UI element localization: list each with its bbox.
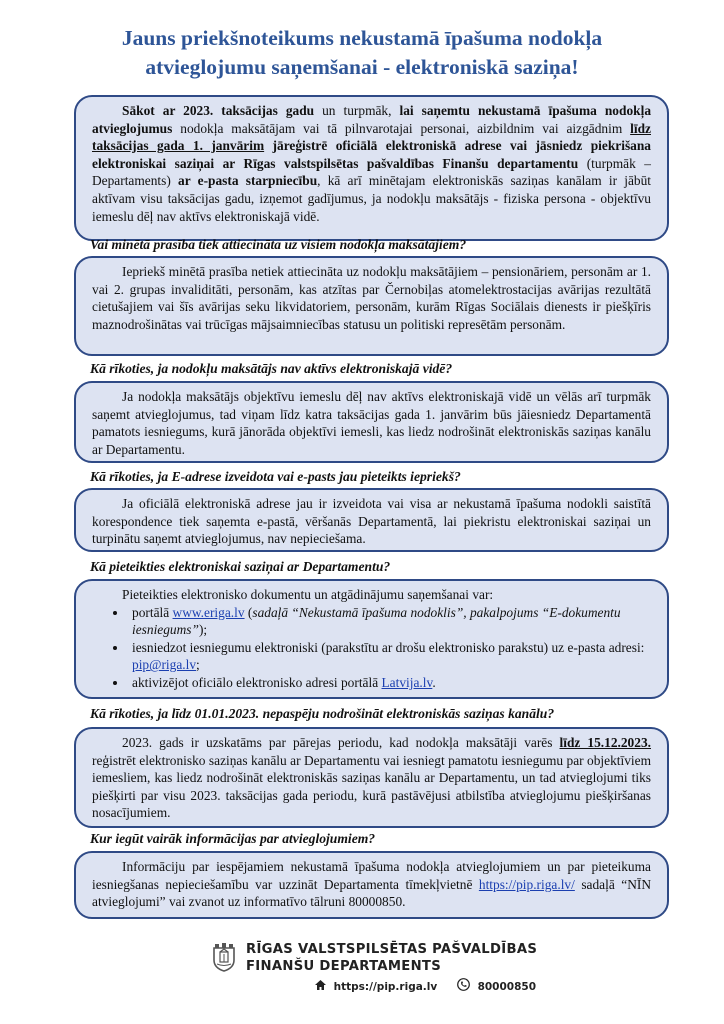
- phone-icon: [457, 978, 470, 995]
- question-5: Kā rīkoties, ja līdz 01.01.2023. nepaspēju nodrošināt elektroniskās saziņas kanālu?: [90, 706, 555, 721]
- more-info-box: [74, 851, 669, 919]
- transition-box: [74, 727, 669, 828]
- intro-paragraph: [92, 102, 651, 225]
- existing-address-box: [74, 488, 669, 552]
- transition-paragraph: 2023. gads ir uzskatāms par pārejas periodu, kad nodokļa maksātāji varēs līdz 15.12.2023. reģistrēt elektronisko saziņas kanālu ar Departamentu vai iesniegt pamatotu iesniegumu par objektīviem iemesliem, kas liedz nodrošināt elektroniskās saziņas kanālu ar Departamentu, un tad atvieglojumi tiks piešķirti par visu 2023. taksācijas gada periodu, kurā pastāvējusi atbilstība atvieglojumu piešķiršanas nosacījumiem.: [92, 735, 651, 821]
- more-info-paragraph: Informāciju par iespējamiem nekustamā īpašuma nodokļa atvieglojumiem un par pieteikuma iesniegšanas nepieciešamību var uzzināt Departamenta tīmekļvietnē https://pip.riga.lv/ sadaļā “NĪN atvieglojumi” vai zvanot uz informatīvo tālruni 80000850.: [92, 859, 651, 910]
- intro-text-10: , kā arī minētajam elektroniskās saziņas kanālam ir jābūt aktīvam visu taksācijas gadu, izņemot gadījumus, ja nodokļu maksātājs - fiziska persona - objektīvu iemeslu dēļ nav aktīvs elektroniskajā vidē.: [92, 173, 652, 224]
- latvija-link[interactable]: Latvija.lv: [381, 674, 433, 690]
- intro-text-2: un turpmāk,: [314, 103, 400, 118]
- pip-website-link[interactable]: https://pip.riga.lv/: [478, 876, 575, 892]
- existing-address-paragraph: Ja oficiālā elektroniskā adrese jau ir izveidota vai visa ar nekustamā īpašuma nodokli saistītā korespondence tiek saņemta e-pastā, vēršanās Departamentā, lai piekristu elektroniskai saziņai un turpinātu saņemt atvieglojumus, nav nepieciešama.: [92, 496, 651, 547]
- page-title: [30, 24, 694, 82]
- how-to-apply-intro: Pieteikties elektronisko dokumentu un atgādinājumu saņemšanai var:: [122, 587, 494, 602]
- intro-bold-9: ar e-pasta starpniecību: [178, 173, 318, 189]
- intro-bold-3: lai saņemtu nekustamā īpašuma nodokļa atvieglojumus: [92, 103, 652, 136]
- intro-text-8: (turpmāk – Departaments): [92, 155, 651, 189]
- list-item: • iesniedzot iesniegumu elektroniski (parakstītu ar drošu elektronisko parakstu) uz e-pasta adresi: pip@riga.lv;: [128, 639, 651, 674]
- intro-bold-1: Sākot ar 2023. taksācijas gadu: [122, 103, 315, 118]
- department-line-2: FINANŠU DEPARTAMENTS: [246, 959, 442, 974]
- question-2: Kā rīkoties, ja nodokļu maksātājs nav aktīvs elektroniskajā vidē?: [90, 361, 453, 376]
- department-line-1: RĪGAS VALSTSPILSĒTAS PAŠVALDĪBAS: [246, 942, 538, 957]
- intro-bold-7: jāreģistrē oficiālā elektroniskā adrese vai jāsniedz piekrišana elektroniskai saziņai ar Rīgas valstspilsētas pašvaldības Finanšu departamentu: [92, 138, 651, 171]
- intro-deadline: līdz taksācijas gada 1. janvārim: [92, 120, 651, 154]
- intro-text-4: nodokļa maksātājam vai tā pilnvarotajai personai, aizbildnim vai aizgādnim: [172, 120, 631, 136]
- question-6: Kur iegūt vairāk informācijas par atvieglojumiem?: [90, 831, 376, 846]
- list-item: • aktivizējot oficiālo elektronisko adresi portālā Latvija.lv.: [128, 674, 651, 692]
- question-3: Kā rīkoties, ja E-adrese izveidota vai e-pasts jau pieteikts iepriekš?: [90, 469, 461, 484]
- apply-options-list: [92, 604, 651, 692]
- title-line-2: atvieglojumu saņemšanai - elektroniskā saziņa!: [145, 55, 579, 79]
- list-item: • portālā www.eriga.lv (sadaļā “Nekustamā īpašuma nodoklis”, pakalpojums “E-dokumentu iesniegums”);: [128, 604, 651, 639]
- intro-box: [74, 95, 669, 241]
- home-icon: [314, 979, 327, 995]
- title-line-1: Jauns priekšnoteikums nekustamā īpašuma nodokļa: [121, 26, 603, 50]
- question-4: Kā pieteikties elektroniskai saziņai ar Departamentu?: [90, 559, 391, 574]
- intro-text-6: [264, 138, 272, 153]
- email-link[interactable]: pip@riga.lv: [132, 657, 197, 673]
- riga-coat-of-arms-logo: [212, 942, 236, 972]
- footer-contacts: [314, 978, 536, 995]
- inactive-box: [74, 381, 669, 463]
- inactive-paragraph: Ja nodokļa maksātājs objektīvu iemeslu dēļ nav aktīvs elektroniskajā vidē un vēlās arī turpmāk saņemt atvieglojumus, tad viņam līdz katra taksācijas gada 1. janvārim būs jāiesniedz Departamentā pamatots iesniegums, kurā jānorāda objektīvi iemesli, kas liedz nodrošināt elektroniskās saziņas kanālu ar Departamentu.: [92, 389, 651, 457]
- exemptions-box: [74, 256, 669, 356]
- eriga-link[interactable]: www.eriga.lv: [172, 604, 245, 620]
- footer-phone[interactable]: 80000850: [477, 980, 537, 993]
- question-1: Vai minētā prasība tiek attiecināta uz visiem nodokļa maksātājiem?: [90, 237, 467, 252]
- department-name: [246, 941, 537, 975]
- how-to-apply-box: [74, 579, 669, 699]
- footer-website[interactable]: https://pip.riga.lv: [333, 980, 438, 993]
- exemptions-paragraph: Iepriekš minētā prasība netiek attiecināta uz nodokļu maksātājiem – pensionāriem, personām ar 1. vai 2. grupas invaliditāti, personām, kas atzītas par Černobiļas atomelektrostacijas avārijas rezultātā cietušajiem vai šīs avārijas seku likvidatoriem, personām, kurām Rīgas Sociālais dienests ir piešķīris maznodrošinātas vai trūcīgas mājsaimniecības statusu un politiski represētām personām.: [92, 264, 651, 332]
- transition-deadline: līdz 15.12.2023.: [559, 735, 651, 750]
